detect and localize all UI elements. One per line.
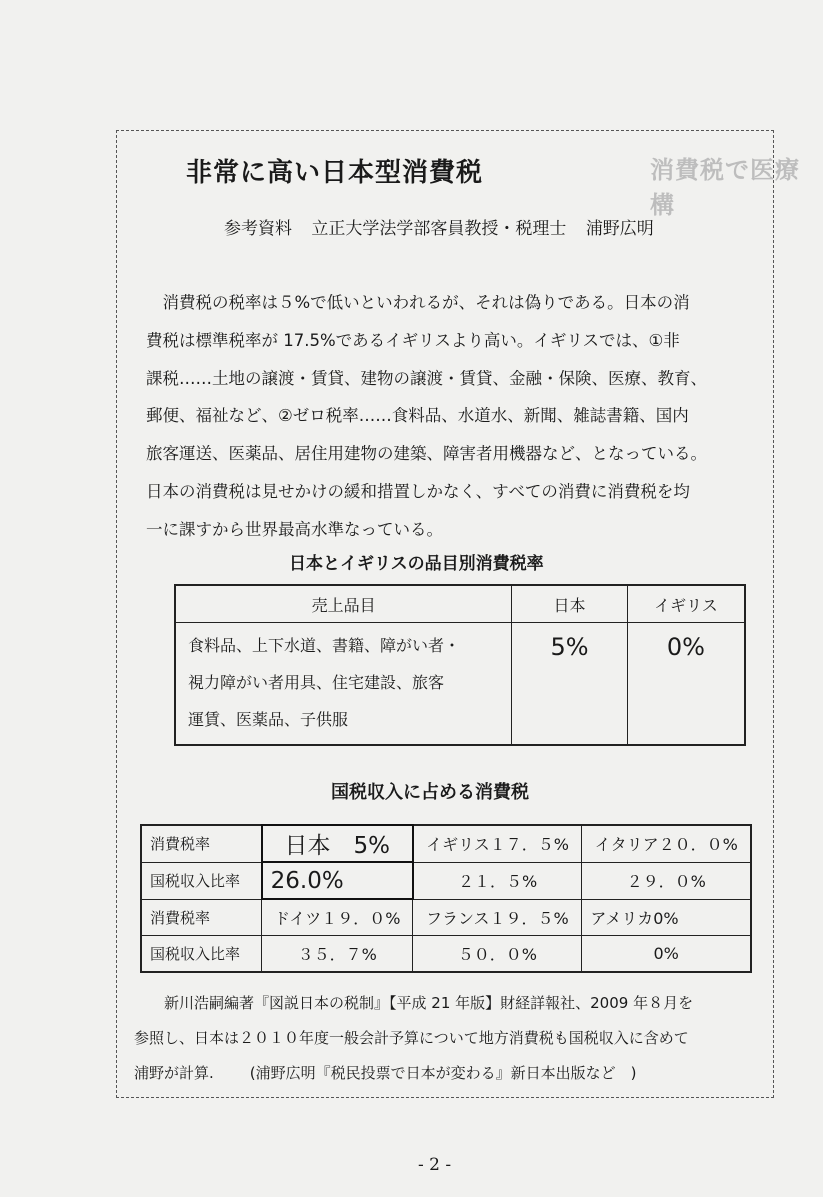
item-line: 運賃、医薬品、子供服 xyxy=(188,710,349,729)
table-cell: ２１．５% xyxy=(413,862,582,899)
uk-rate: 0% xyxy=(627,623,745,746)
table2-title: 国税収入に占める消費税 xyxy=(331,782,529,803)
byline-author: 浦野広明 xyxy=(585,219,654,239)
table-japan-uk-rates xyxy=(174,584,746,746)
table-cell: ２９．０% xyxy=(582,862,751,899)
table-cell: ３５．７% xyxy=(262,936,413,973)
table-row xyxy=(141,899,751,936)
byline-affiliation: 立正大学法学部客員教授・税理士 xyxy=(311,219,567,239)
table-cell: ドイツ１９．０% xyxy=(262,899,413,936)
body-line: 一に課すから世界最高水準なっている。 xyxy=(146,519,443,539)
table-cell: ５０．０% xyxy=(413,936,582,973)
body-line: 郵便、福祉など、②ゼロ税率……食料品、水道水、新聞、雑誌書籍、国内 xyxy=(146,406,689,426)
table-row xyxy=(175,623,745,746)
table-cell: フランス１９．５% xyxy=(413,899,582,936)
table-row xyxy=(141,862,751,899)
body-line: 旅客運送、医薬品、居住用建物の建築、障害者用機器など、となっている。 xyxy=(146,444,707,464)
japan-rate-cell: 日本 5% xyxy=(262,825,413,862)
row-label: 国税収入比率 xyxy=(141,862,262,899)
row-label: 国税収入比率 xyxy=(141,936,262,973)
byline xyxy=(224,214,668,239)
items-cell xyxy=(175,623,512,746)
source-line: 参照し、日本は２０１０年度一般会計予算について地方消費税も国税収入に含めて xyxy=(134,1029,689,1047)
row-label: 消費税率 xyxy=(141,825,262,862)
table-cell: 0% xyxy=(582,936,751,973)
japan-rate: 5% xyxy=(512,623,628,746)
table-header-row xyxy=(175,585,745,623)
table1-title: 日本とイギリスの品目別消費税率 xyxy=(289,554,544,574)
source-line: 新川浩嗣編著『図説日本の税制』【平成 21 年版】財経詳報社、2009 年８月を xyxy=(164,994,694,1012)
item-line: 食料品、上下水道、書籍、障がい者・ xyxy=(188,636,461,655)
page-number: - 2 - xyxy=(418,1155,452,1175)
body-line: 消費税の税率は５%で低いといわれるが、それは偽りである。日本の消 xyxy=(146,293,690,312)
table-cell: イタリア２０．０% xyxy=(582,825,751,862)
table-row xyxy=(141,825,751,862)
japan-share-cell: 26.0% xyxy=(262,862,413,899)
item-line: 視力障がい者用具、住宅建設、旅客 xyxy=(188,673,445,692)
body-line: 課税……土地の譲渡・賃貸、建物の譲渡・賃貸、金融・保険、医療、教育、 xyxy=(146,368,707,388)
page-title: 非常に高い日本型消費税 xyxy=(186,158,484,188)
source-note xyxy=(134,986,766,1091)
row-label: 消費税率 xyxy=(141,899,262,936)
table-row xyxy=(141,936,751,973)
header-japan: 日本 xyxy=(512,585,628,623)
body-paragraph xyxy=(146,284,772,549)
body-line: 日本の消費税は見せかけの緩和措置しかなく、すべての消費に消費税を均 xyxy=(146,481,690,501)
byline-label: 参考資料 xyxy=(224,219,292,239)
table-cell: イギリス１７．５% xyxy=(413,825,582,862)
body-line: 費税は標準税率が 17.5%であるイギリスより高い。イギリスでは、①非 xyxy=(146,330,680,350)
header-uk: イギリス xyxy=(627,585,745,623)
source-citation: (浦野広明『税民投票で日本が変わる』新日本出版など ) xyxy=(249,1064,637,1082)
bleed-through-text: 消費税で医療構 xyxy=(650,156,800,219)
table-tax-revenue-share xyxy=(140,824,752,973)
header-items: 売上品目 xyxy=(175,585,512,623)
table-cell: アメリカ0% xyxy=(582,899,751,936)
source-line: 浦野が計算. xyxy=(134,1064,214,1082)
